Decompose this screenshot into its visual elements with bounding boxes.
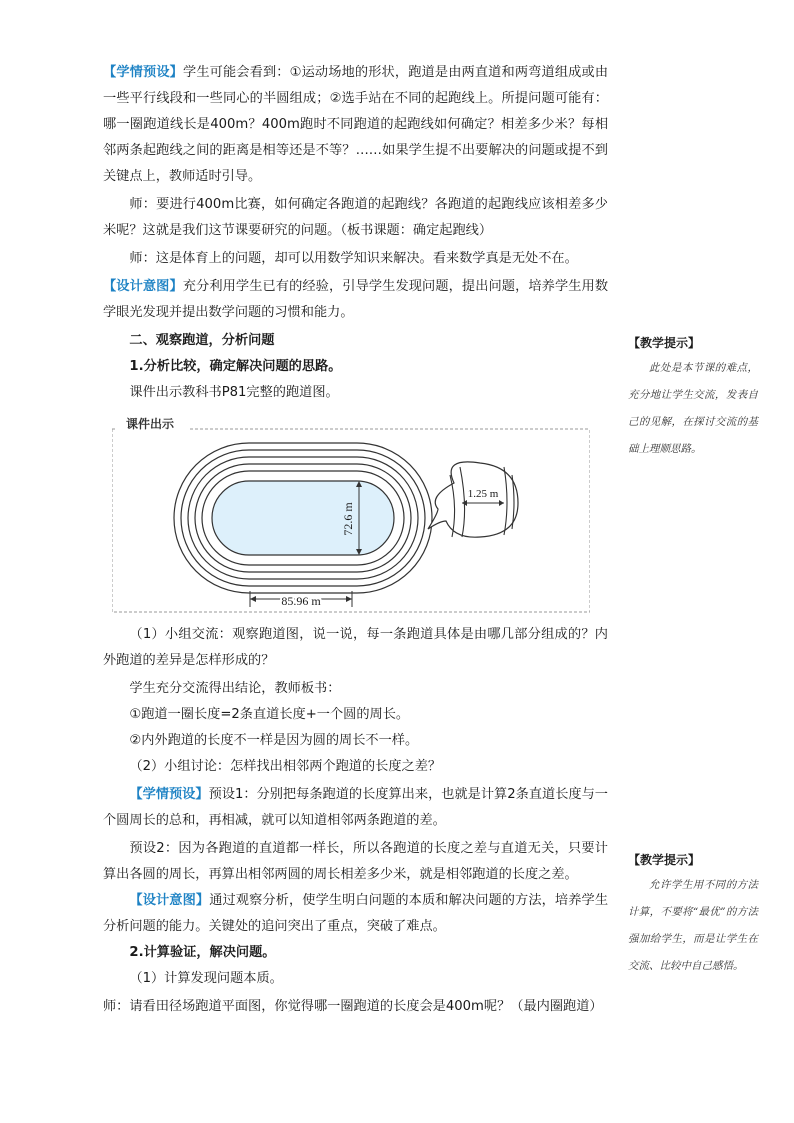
design-tag: 【学情预设】 (103, 65, 183, 80)
lane-width-label: 1.25 m (467, 488, 499, 500)
height-label: 72.6 m (341, 502, 355, 536)
paragraph: 师：要进行400m比赛，如何确定各跑道的起跑线？各跑道的起跑线应该相差多少米呢？这就是我们这节课要研究的问题。（板书课题：确定起跑线） (103, 197, 608, 238)
subsection-heading: 2.计算验证，解决问题。 (129, 945, 276, 960)
subsection-heading: 1.分析比较，确定解决问题的思路。 (129, 359, 342, 374)
design-tag: 【设计意图】 (103, 279, 183, 294)
paragraph: （2）小组讨论：怎样找出相邻两个跑道的长度之差？ (129, 759, 442, 774)
paragraph: 【设计意图】通过观察分析，使学生明白问题的本质和解决问题的方法，培养学生分析问题的能力。关键处的追问突出了重点，突破了难点。 (103, 893, 609, 934)
width-label: 85.96 m (281, 594, 321, 608)
tip-title: 【教学提示】 (628, 336, 701, 350)
paragraph: 师：这是体育上的问题，却可以用数学知识来解决。看来数学真是无处不在。 (129, 251, 578, 266)
tip-text: 此处是本节课的难点，充分地让学生交流，发表自己的见解，在探讨交流的基础上理顺思路。 (628, 362, 758, 455)
paragraph: 课件出示教科书P81完整的跑道图。 (129, 385, 339, 400)
paragraph: 【学情预设】学生可能会看到：①运动场地的形状，跑道是由两直道和两弯道组成或由一些平行线段和一些同心的半圆组成；②选手站在不同的起跑线上。所提问题可能有：哪一圈跑道线长是400m？400m跑时不同跑道的起跑线如何确定？相差多少米？每相邻两条起跑线之间的距离是相等还是不等？……如果学生提不出要解决的问题或提不到关键点上，教师适时引导。 (103, 65, 609, 184)
paragraph: 预设2：因为各跑道的直道都一样长，所以各跑道的长度之差与直道无关，只要计算出各圆的周长，再算出相邻两圆的周长相差多少米，就是相邻跑道的长度之差。 (103, 841, 608, 882)
paragraph: 学生充分交流得出结论，教师板书： (129, 681, 341, 696)
teaching-tip-1 (628, 334, 758, 463)
paragraph: 【学情预设】预设1：分别把每条跑道的长度算出来，也就是计算2条直道长度与一个圆周长的总和，再相减，就可以知道相邻两条跑道的差。 (103, 787, 608, 828)
paragraph: （1）计算发现问题本质。 (129, 971, 283, 986)
infield (212, 481, 394, 555)
conclusion: ②内外跑道的长度不一样是因为圆的周长不一样。 (129, 733, 419, 748)
teaching-tip-2 (628, 851, 758, 980)
tip-title: 【教学提示】 (628, 853, 701, 867)
paragraph: （1）小组交流：观察跑道图，说一说，每一条跑道具体是由哪几部分组成的？内外跑道的差异是怎样形成的？ (103, 627, 608, 668)
section-heading: 二、观察跑道，分析问题 (129, 333, 275, 348)
conclusion: ①跑道一圈长度=2条直道长度+一个圆的周长。 (129, 707, 410, 722)
tip-text: 允许学生用不同的方法计算，不要将“最优”的方法强加给学生，而是让学生在交流、比较中自己感悟。 (628, 879, 758, 972)
track-diagram (112, 417, 590, 613)
paragraph: 师：请看田径场跑道平面图，你觉得哪一圈跑道的长度会是400m呢？（最内圈跑道） (103, 999, 603, 1014)
figure-label: 课件出示 (116, 415, 180, 432)
track-figure (112, 417, 590, 613)
paragraph: 【设计意图】充分利用学生已有的经验，引导学生发现问题，提出问题，培养学生用数学眼光发现并提出数学问题的习惯和能力。 (103, 279, 609, 320)
design-tag: 【学情预设】 (129, 787, 209, 802)
design-tag: 【设计意图】 (129, 893, 210, 908)
